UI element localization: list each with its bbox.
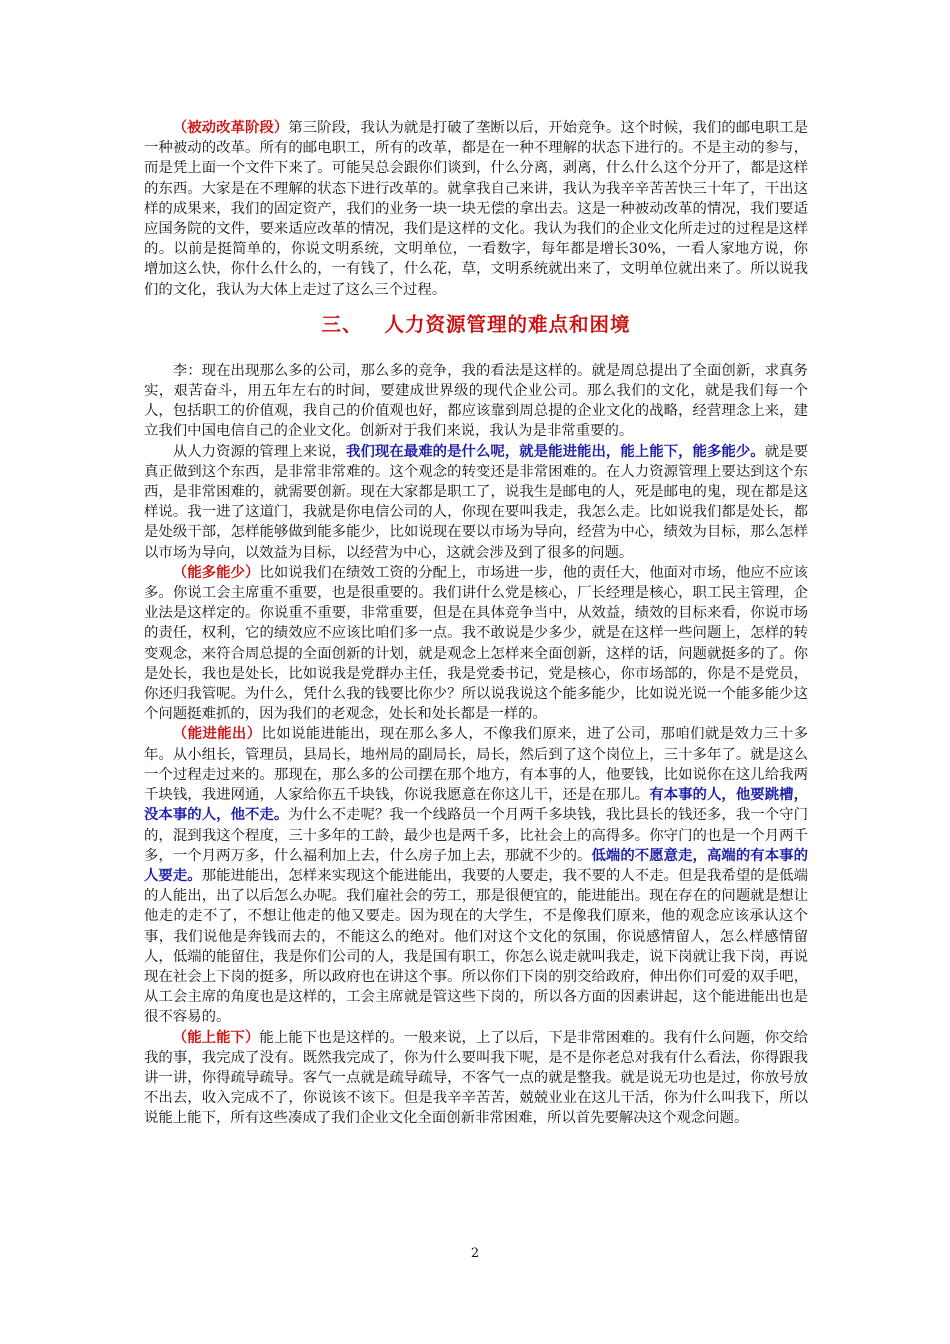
paragraph-text: 比如说我们在绩效工资的分配上，市场进一步，他的责任大，他面对市场，他应不应该多。你说工会主席重不重要，也是很重要的。我们讲什么党是核心，厂长经理是核心，职工民主管理，企业法是这样定的。你说重不重要，非常重要，但是在具体竞争当中，从效益，绩效的目标来看，你说市场的责任，权利，它的绩效应不应该比咱们多一点。我不敢说是少多少，就是在这样一些问题上，怎样的转变观念，来符合周总提的全面创新的计划，就是观念上怎样来全面创新，这样的话，问题就挺多的了。你是处长，我也是处长，比如说我是党群办主任，我是党委书记，党是核心，你市场部的，你是不是党员，你还归我管呢。为什么，凭什么我的钱要比你少？所以说我说这个能多能少，比如说光说一个能多能少这个问题挺难抓的，因为我们的老观念，处长和处长都是一样的。 (144, 564, 808, 723)
paragraph-text: 第三阶段，我认为就是打破了垄断以后，开始竞争。这个时候，我们的邮电职工是一种被动的改革。所有的邮电职工，所有的改革，都是在一种不理解的状态下进行的。不是主动的参与，而是凭上面一个文件下来了。可能吴总会跟你们谈到，什么分离，剥离，什么什么这个分开了，都是这样的东西。大家是在不理解的状态下进行改革的。就拿我自己来讲，我认为我辛辛苦苦快三十年了，干出这样的成果来，我们的固定资产，我们的业务一块一块无偿的拿出去。这是一种被动改革的情况，我们要适应国务院的文件，要来适应改革的情况，我们是这样的文化。我认为我们的企业文化所走过的过程是这样的。以前是挺简单的，你说文明系统，文明单位，一看数字，每年都是增长30%，一看人家地方说，你增加这么快，你什么什么的，一有钱了，什么花，草，文明系统就出来了，文明单位就出来了。所以说我们的文化，我认为大体上走过了这么三个过程。 (144, 120, 808, 298)
document-body (144, 118, 808, 1129)
highlight-text: 我们现在最难的是什么呢，就是能进能出，能上能下，能多能少。 (346, 442, 765, 460)
paragraph-text: 那能进能出，怎样来实现这个能进能出，我要的人要走，我不要的人不走。但是我希望的是低端的人能出，出了以后怎么办呢。我们雇社会的劳工，那是很便宜的，能进能出。现在存在的问题就是想让他走的走不了，不想让他走的他又要走。因为现在的大学生，不是像我们原来，他的观念应该承认这个事，我们说他是奔钱而去的，不能这么的绝对。他们对这个文化的氛围，你说感情留人，怎么样感情留人，低端的能留住，我是你们公司的人，我是国有职工，你怎么说走就叫我走，说下岗就让我下岗，再说现在社会上下岗的挺多，所以政府也在讲这个事。所以你们下岗的别交给政府，伸出你们可爱的双手吧，从工会主席的角度也是这样的，工会主席就是管这些下岗的，所以各方面的因素讲起，这个能进能出也是很不容易的。 (144, 867, 808, 1026)
paragraph-text: 能上能下也是这样的。一般来说，上了以后，下是非常困难的。我有什么问题，你交给我的事，我完成了没有。既然我完成了，你为什么要叫我下呢，是不是你老总对我有什么看法，你得跟我讲一讲，你得疏导疏导。客气一点就是疏导疏导，不客气一点的就是整我。就是说无功也是过，你放号放不出去，收入完成不了，你说该不该下。但是我辛辛苦苦，兢兢业业在这儿干活，你为什么叫我下，所以说能上能下，所有这些凑成了我们企业文化全面创新非常困难，所以首先要解决这个观念问题。 (144, 1029, 808, 1127)
heading-number: 三、 (321, 312, 363, 336)
section-tag: （能进能出） (172, 725, 262, 743)
section-tag: （能多能少） (172, 563, 260, 581)
section-tag: （被动改革阶段） (172, 119, 289, 136)
paragraph-text: 李：现在出现那么多的公司，那么多的竞争，我的看法是这样的。就是周总提出了全面创新，求真务实，艰苦奋斗，用五年左右的时间，要建成世界级的现代企业公司。那么我们的文化，就是我们每一个人，包括职工的价值观，我自己的价值观也好，都应该靠到周总提的企业文化的战略，经营理念上来，建立我们中国电信自己的企业文化。创新对于我们来说，我认为是非常重要的。 (144, 362, 808, 440)
highlight-text: 低端的不愿意走，高端的有本事的人要走。 (144, 846, 808, 884)
heading-title: 人力资源管理的难点和困境 (384, 312, 631, 336)
paragraph-text: 从人力资源的管理上来说， (172, 443, 347, 460)
paragraph-hr-management (144, 442, 808, 563)
paragraph-passive-reform (144, 118, 808, 300)
page-number: 2 (470, 1246, 480, 1261)
paragraph-text: 为什么不走呢？我一个线路员一个月两千多块钱，我比县长的钱还多，我一个守门的，混到我这个程度，三十多年的工龄，最少也是两千多，比社会上的高得多。你守门的也是一个月两千多，一个月两万多，什么福利加上去，什么房子加上去，那就不少的。 (144, 807, 808, 864)
section-tag: （能上能下） (172, 1028, 260, 1046)
section-heading (144, 312, 808, 338)
highlight-text: 有本事的人，他要跳槽，没本事的人，他不走。 (144, 786, 808, 824)
paragraph-text: 就是要真正做到这个东西，是非常非常难的。这个观念的转变还是非常困难的。在人力资源管理上要达到这个东西，是非常困难的，就需要创新。现在大家都是职工了，说我生是邮电的人，死是邮电的鬼，现在都是这样说。我一进了这道门，我就是你电信公司的人，你现在要叫我走，我怎么走。比如说我们都是处长，都是处级干部，怎样能够做到能多能少，比如说现在要以市场为导向，经营为中心，绩效为目标，那么怎样以市场为导向，以效益为目标，以经营为中心，这就会涉及到了很多的问题。 (144, 443, 808, 561)
paragraph-intro (144, 361, 808, 442)
paragraph-in-out (144, 724, 808, 1027)
paragraph-up-down (144, 1028, 808, 1129)
paragraph-more-less (144, 563, 808, 725)
paragraph-text: 比如说能进能出，现在那么多人，不像我们原来，进了公司，那咱们就是效力三十多年。从小组长，管理员，县局长，地州局的副局长，局长，然后到了这个岗位上，三十多年了。就是这么一个过程走过来的。那现在，那么多的公司摆在那个地方，有本事的人，他要钱，比如说你在这儿给我两千块钱，我进网通，人家给你五千块钱，你说我愿意在你这儿干，还是在那儿。 (144, 726, 808, 804)
